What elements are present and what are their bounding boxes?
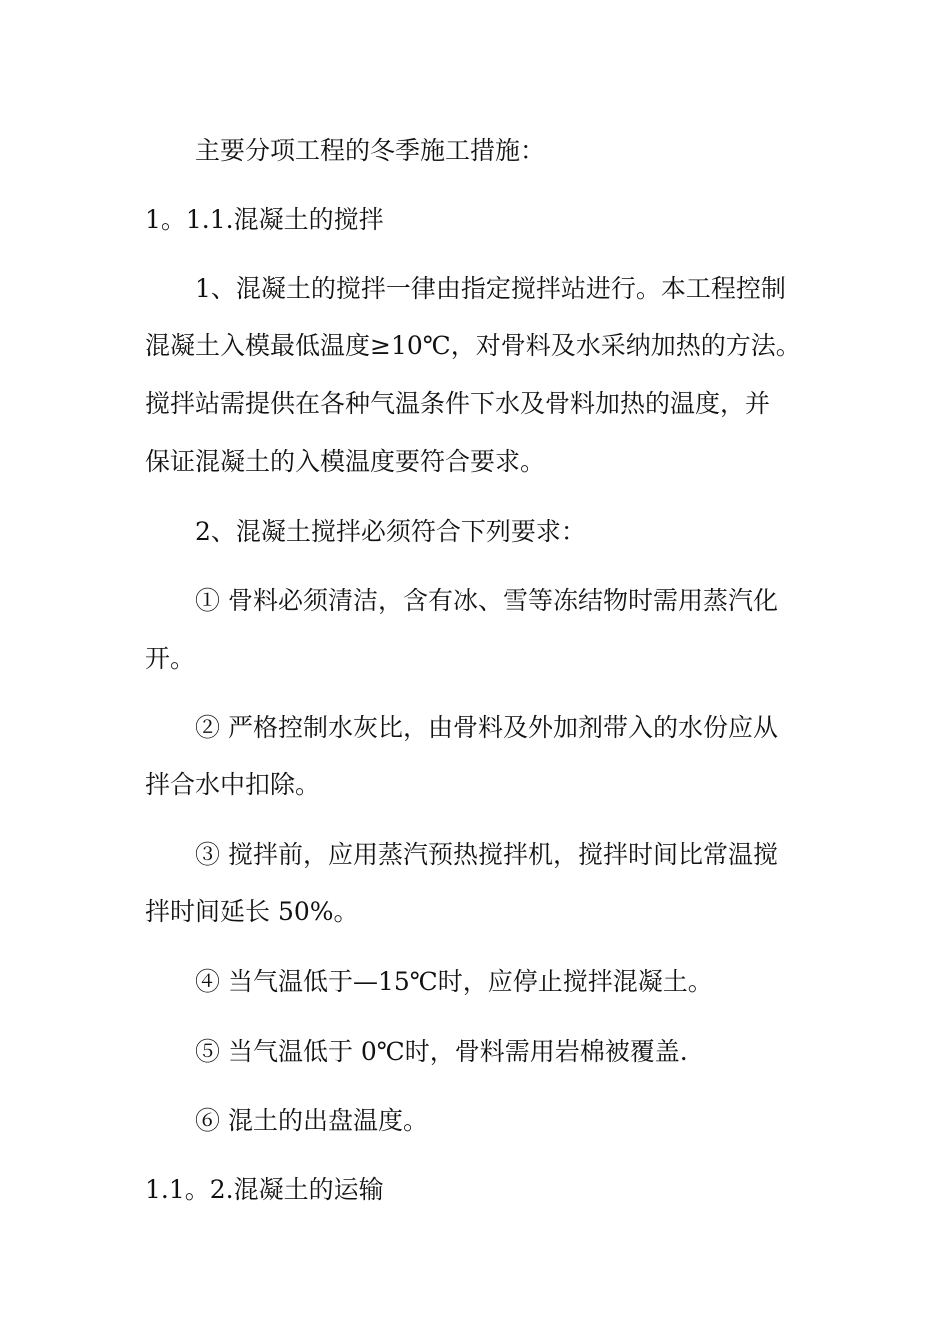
list-item-3-line-1: ③ 搅拌前，应用蒸汽预热搅拌机，搅拌时间比常温搅 [195, 840, 778, 869]
paragraph-1-line-1: 1、混凝土的搅拌一律由指定搅拌站进行。本工程控制 [195, 274, 786, 303]
subsection-title-transport: 1.1。2.混凝土的运输 [145, 1175, 384, 1204]
paragraph-1-line-2: 混凝土入模最低温度≥10℃，对骨料及水采纳加热的方法。 [145, 331, 801, 360]
subsection-title-mixing: 1。1.1.混凝土的搅拌 [145, 205, 384, 234]
list-item-4: ④ 当气温低于—15℃时，应停止搅拌混凝土。 [195, 967, 713, 996]
list-item-1-line-1: ① 骨料必须清洁，含有冰、雪等冻结物时需用蒸汽化 [195, 586, 778, 615]
list-item-1-line-2: 开。 [145, 644, 196, 673]
list-item-2-line-1: ② 严格控制水灰比，由骨料及外加剂带入的水份应从 [195, 713, 778, 742]
list-item-3-line-2: 拌时间延长 50%。 [145, 897, 359, 926]
section-heading: 主要分项工程的冬季施工措施： [195, 136, 546, 165]
paragraph-2: 2、混凝土搅拌必须符合下列要求： [195, 517, 586, 546]
list-item-5: ⑤ 当气温低于 0℃时，骨料需用岩棉被覆盖. [195, 1037, 688, 1066]
list-item-2-line-2: 拌合水中扣除。 [145, 770, 321, 799]
list-item-6: ⑥ 混土的出盘温度。 [195, 1106, 428, 1135]
paragraph-1-line-3: 搅拌站需提供在各种气温条件下水及骨料加热的温度，并 [145, 389, 771, 418]
paragraph-1-line-4: 保证混凝土的入模温度要符合要求。 [145, 447, 546, 476]
